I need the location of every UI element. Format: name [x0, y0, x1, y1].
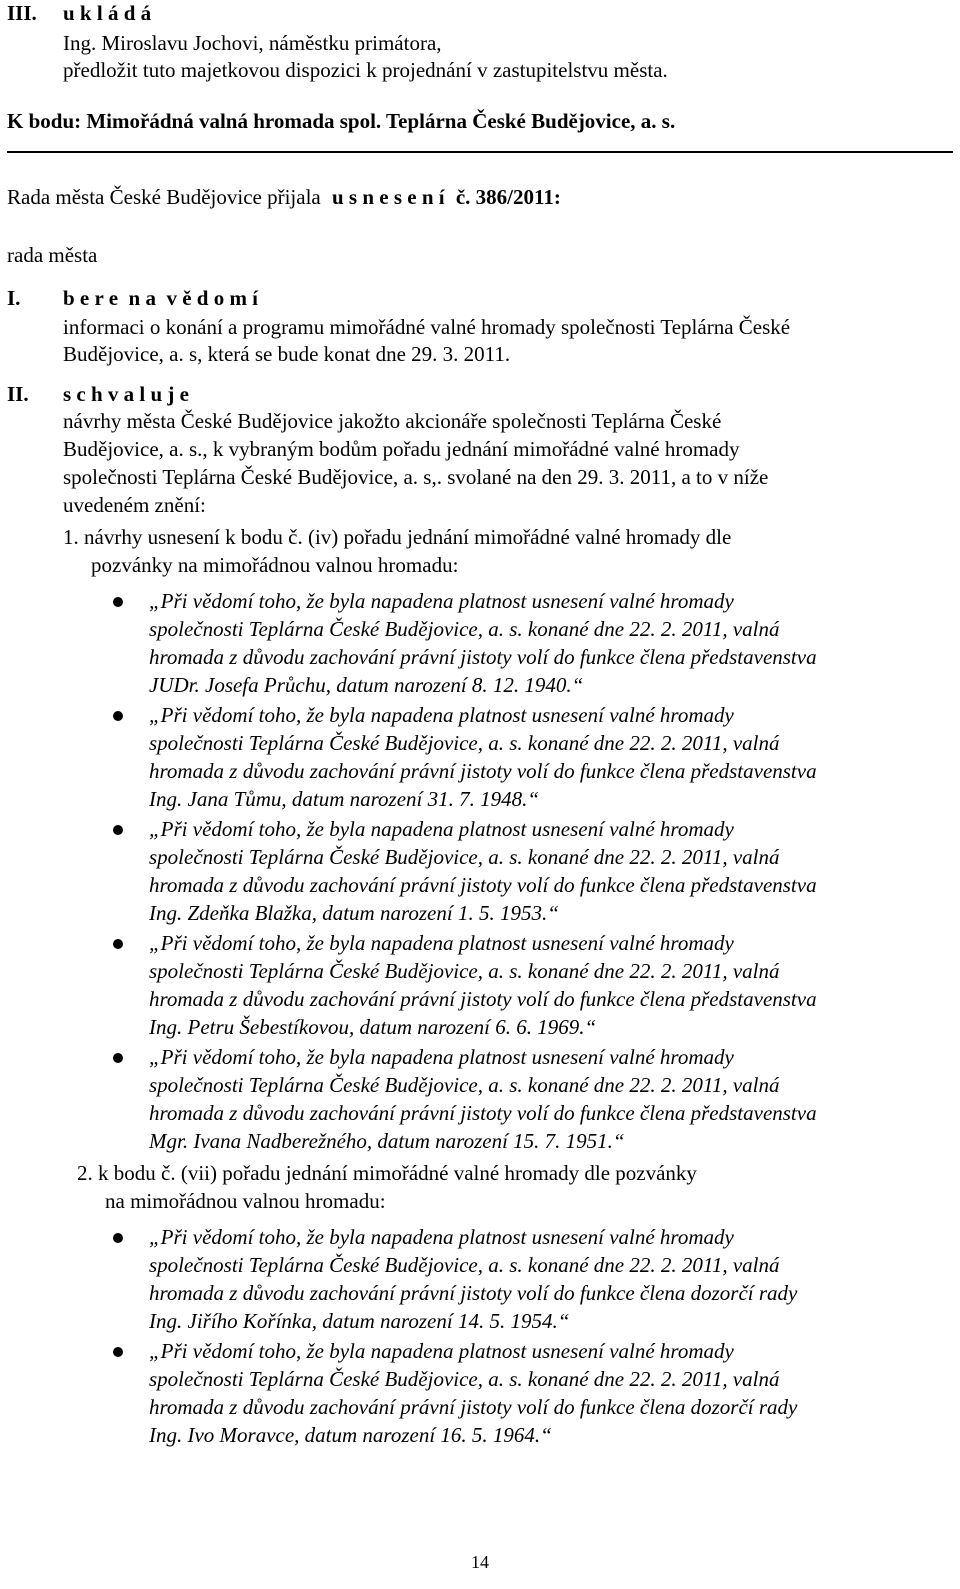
bullet-line: hromada z důvodu zachování právní jistoty volí do funkce člena představenstva [149, 759, 817, 783]
bullet-line: společnosti Teplárna České Budějovice, a. s. konané dne 22. 2. 2011, valná [149, 617, 780, 641]
point-number: I. [7, 286, 21, 310]
bullet-line: společnosti Teplárna České Budějovice, a. s. konané dne 22. 2. 2011, valná [149, 731, 780, 755]
bullet-line: Ing. Zdeňka Blažka, datum narození 1. 5. 1953.“ [149, 901, 559, 925]
bullet-dot [113, 939, 123, 949]
bullet-line: Ing. Petru Šebestíkovou, datum narození 6. 6. 1969.“ [149, 1015, 597, 1039]
bullet-line: „Při vědomí toho, že byla napadena platnost usnesení valné hromady [149, 589, 734, 613]
point-number: II. [7, 382, 29, 406]
bullet-line: „Při vědomí toho, že byla napadena platnost usnesení valné hromady [149, 703, 734, 727]
bullet-line: „Při vědomí toho, že byla napadena platnost usnesení valné hromady [149, 817, 734, 841]
text-line: předložit tuto majetkovou dispozici k projednání v zastupitelstvu města. [63, 58, 668, 82]
bullet-dot [113, 711, 123, 721]
bullet-line: Mgr. Ivana Nadberežného, datum narození 15. 7. 1951.“ [149, 1129, 625, 1153]
text-line: společnosti Teplárna České Budějovice, a. s,. svolané na den 29. 3. 2011, a to v níže [63, 465, 769, 489]
bullet-line: společnosti Teplárna České Budějovice, a. s. konané dne 22. 2. 2011, valná [149, 1073, 780, 1097]
point-verb: s c h v a l u j e [63, 382, 189, 406]
section-number: III. [7, 1, 37, 25]
bullet-line: společnosti Teplárna České Budějovice, a. s. konané dne 22. 2. 2011, valná [149, 1367, 780, 1391]
bullet-dot [113, 1053, 123, 1063]
bullet-dot [113, 597, 123, 607]
resolution-intro [7, 184, 561, 210]
page-number: 14 [471, 1552, 489, 1572]
bullet-line: hromada z důvodu zachování právní jistoty volí do funkce člena představenstva [149, 873, 817, 897]
bullet-line: společnosti Teplárna České Budějovice, a. s. konané dne 22. 2. 2011, valná [149, 959, 780, 983]
resolution-number: č. 386/2011: [455, 185, 561, 209]
bullet-line: hromada z důvodu zachování právní jistoty volí do funkce člena představenstva [149, 987, 817, 1011]
agenda-heading: K bodu: Mimořádná valná hromada spol. Teplárna České Budějovice, a. s. [7, 109, 676, 133]
resolution-prefix: Rada města České Budějovice přijala [7, 185, 321, 209]
bullet-line: hromada z důvodu zachování právní jistoty volí do funkce člena představenstva [149, 1101, 817, 1125]
bullet-line: JUDr. Josefa Průchu, datum narození 8. 12. 1940.“ [149, 673, 584, 697]
bullet-line: Ing. Jiřího Kořínka, datum narození 14. 5. 1954.“ [149, 1309, 570, 1333]
bullet-line: „Při vědomí toho, že byla napadena platnost usnesení valné hromady [149, 1339, 734, 1363]
subsection-line: 1. návrhy usnesení k bodu č. (iv) pořadu jednání mimořádné valné hromady dle [63, 525, 732, 549]
subsection-line: pozvánky na mimořádnou valnou hromadu: [91, 553, 459, 577]
bullet-line: hromada z důvodu zachování právní jistoty volí do funkce člena dozorčí rady [149, 1281, 798, 1305]
text-line: Budějovice, a. s, která se bude konat dne 29. 3. 2011. [63, 342, 511, 366]
subsection-line: 2. k bodu č. (vii) pořadu jednání mimořádné valné hromady dle pozvánky [77, 1161, 697, 1185]
bullet-line: Ing. Jana Tůmu, datum narození 31. 7. 1948.“ [149, 787, 540, 811]
subsection-line: na mimořádnou valnou hromadu: [105, 1189, 386, 1213]
section-verb: u k l á d á [63, 1, 152, 25]
bullet-dot [113, 1233, 123, 1243]
bullet-line: hromada z důvodu zachování právní jistoty volí do funkce člena představenstva [149, 645, 817, 669]
bullet-dot [113, 825, 123, 835]
text-line: návrhy města České Budějovice jakožto akcionáře společnosti Teplárna České [63, 409, 722, 433]
bullet-line: „Při vědomí toho, že byla napadena platnost usnesení valné hromady [149, 931, 734, 955]
council-label: rada města [7, 243, 98, 267]
heading-rule [7, 151, 953, 153]
bullet-dot [113, 1347, 123, 1357]
bullet-line: společnosti Teplárna České Budějovice, a. s. konané dne 22. 2. 2011, valná [149, 1253, 780, 1277]
bullet-line: „Při vědomí toho, že byla napadena platnost usnesení valné hromady [149, 1225, 734, 1249]
bullet-line: Ing. Ivo Moravce, datum narození 16. 5. 1964.“ [149, 1423, 552, 1447]
point-verb: b e r e n a v ě d o m í [63, 286, 259, 310]
bullet-line: společnosti Teplárna České Budějovice, a. s. konané dne 22. 2. 2011, valná [149, 845, 780, 869]
text-line: informaci o konání a programu mimořádné valné hromady společnosti Teplárna České [63, 315, 791, 339]
resolution-word: u s n e s e n í [331, 185, 445, 209]
text-line: Ing. Miroslavu Jochovi, náměstku primátora, [63, 31, 442, 55]
bullet-line: „Při vědomí toho, že byla napadena platnost usnesení valné hromady [149, 1045, 734, 1069]
text-line: Budějovice, a. s., k vybraným bodům pořadu jednání mimořádné valné hromady [63, 437, 740, 461]
text-line: uvedeném znění: [63, 493, 206, 517]
bullet-line: hromada z důvodu zachování právní jistoty volí do funkce člena dozorčí rady [149, 1395, 798, 1419]
